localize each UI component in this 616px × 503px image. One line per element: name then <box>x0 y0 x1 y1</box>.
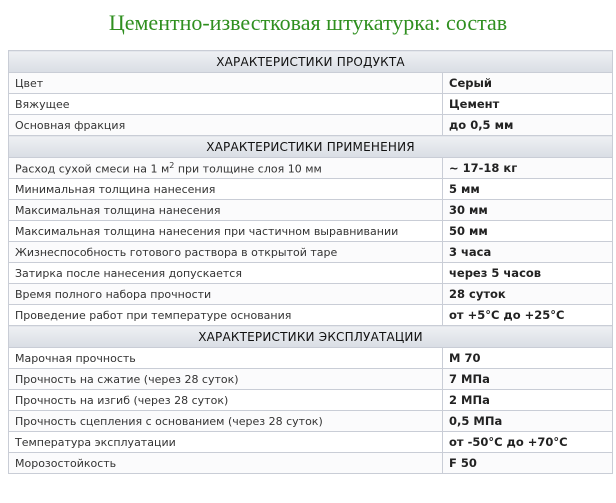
property-label: Морозостойкость <box>9 453 443 474</box>
table-row <box>9 432 613 453</box>
property-value: от +5°С до +25°С <box>443 305 613 326</box>
table-row <box>9 305 613 326</box>
property-value: F 50 <box>443 453 613 474</box>
property-label: Минимальная толщина нанесения <box>9 179 443 200</box>
property-label: Затирка после нанесения допускается <box>9 263 443 284</box>
table-row <box>9 284 613 305</box>
table-row <box>9 200 613 221</box>
section-heading: ХАРАКТЕРИСТИКИ ПРОДУКТА <box>9 51 613 73</box>
label-superscript: 2 <box>169 160 175 170</box>
property-label: Максимальная толщина нанесения при частичном выравнивании <box>9 221 443 242</box>
property-label <box>9 158 443 179</box>
property-label: Время полного набора прочности <box>9 284 443 305</box>
property-value: 7 МПа <box>443 369 613 390</box>
table-row <box>9 179 613 200</box>
property-label: Вяжущее <box>9 94 443 115</box>
table-row <box>9 242 613 263</box>
section-heading: ХАРАКТЕРИСТИКИ ПРИМЕНЕНИЯ <box>9 136 613 158</box>
property-value: ~ 17-18 кг <box>443 158 613 179</box>
property-label: Цвет <box>9 73 443 94</box>
property-value: 28 суток <box>443 284 613 305</box>
section-header-product <box>9 51 613 73</box>
table-row <box>9 221 613 242</box>
label-text: Расход сухой смеси на 1 м <box>15 162 170 176</box>
property-label: Прочность на сжатие (через 28 суток) <box>9 369 443 390</box>
property-value: 50 мм <box>443 221 613 242</box>
property-label: Прочность на изгиб (через 28 суток) <box>9 390 443 411</box>
property-value: М 70 <box>443 348 613 369</box>
property-label: Максимальная толщина нанесения <box>9 200 443 221</box>
table-row <box>9 348 613 369</box>
page-title: Цементно-известковая штукатурка: состав <box>108 10 508 35</box>
property-value: 3 часа <box>443 242 613 263</box>
section-header-application <box>9 136 613 158</box>
property-value: 30 мм <box>443 200 613 221</box>
property-label: Основная фракция <box>9 115 443 136</box>
table-row <box>9 158 613 179</box>
table-row <box>9 453 613 474</box>
table-row <box>9 411 613 432</box>
property-label: Жизнеспособность готового раствора в открытой таре <box>9 242 443 263</box>
property-label: Прочность сцепления с основанием (через 28 суток) <box>9 411 443 432</box>
table-row <box>9 263 613 284</box>
property-value: через 5 часов <box>443 263 613 284</box>
table-row <box>9 115 613 136</box>
section-header-operation <box>9 326 613 348</box>
specifications-table <box>8 50 613 474</box>
property-value: Серый <box>443 73 613 94</box>
section-heading: ХАРАКТЕРИСТИКИ ЭКСПЛУАТАЦИИ <box>9 326 613 348</box>
property-value: до 0,5 мм <box>443 115 613 136</box>
property-value: Цемент <box>443 94 613 115</box>
property-value: 0,5 МПа <box>443 411 613 432</box>
table-row <box>9 94 613 115</box>
property-value: 2 МПа <box>443 390 613 411</box>
property-label: Марочная прочность <box>9 348 443 369</box>
property-label: Проведение работ при температуре основания <box>9 305 443 326</box>
table-row <box>9 73 613 94</box>
table-row <box>9 369 613 390</box>
property-label: Температура эксплуатации <box>9 432 443 453</box>
property-value: от -50°С до +70°С <box>443 432 613 453</box>
property-value: 5 мм <box>443 179 613 200</box>
table-row <box>9 390 613 411</box>
label-text: при толщине слоя 10 мм <box>174 162 322 176</box>
